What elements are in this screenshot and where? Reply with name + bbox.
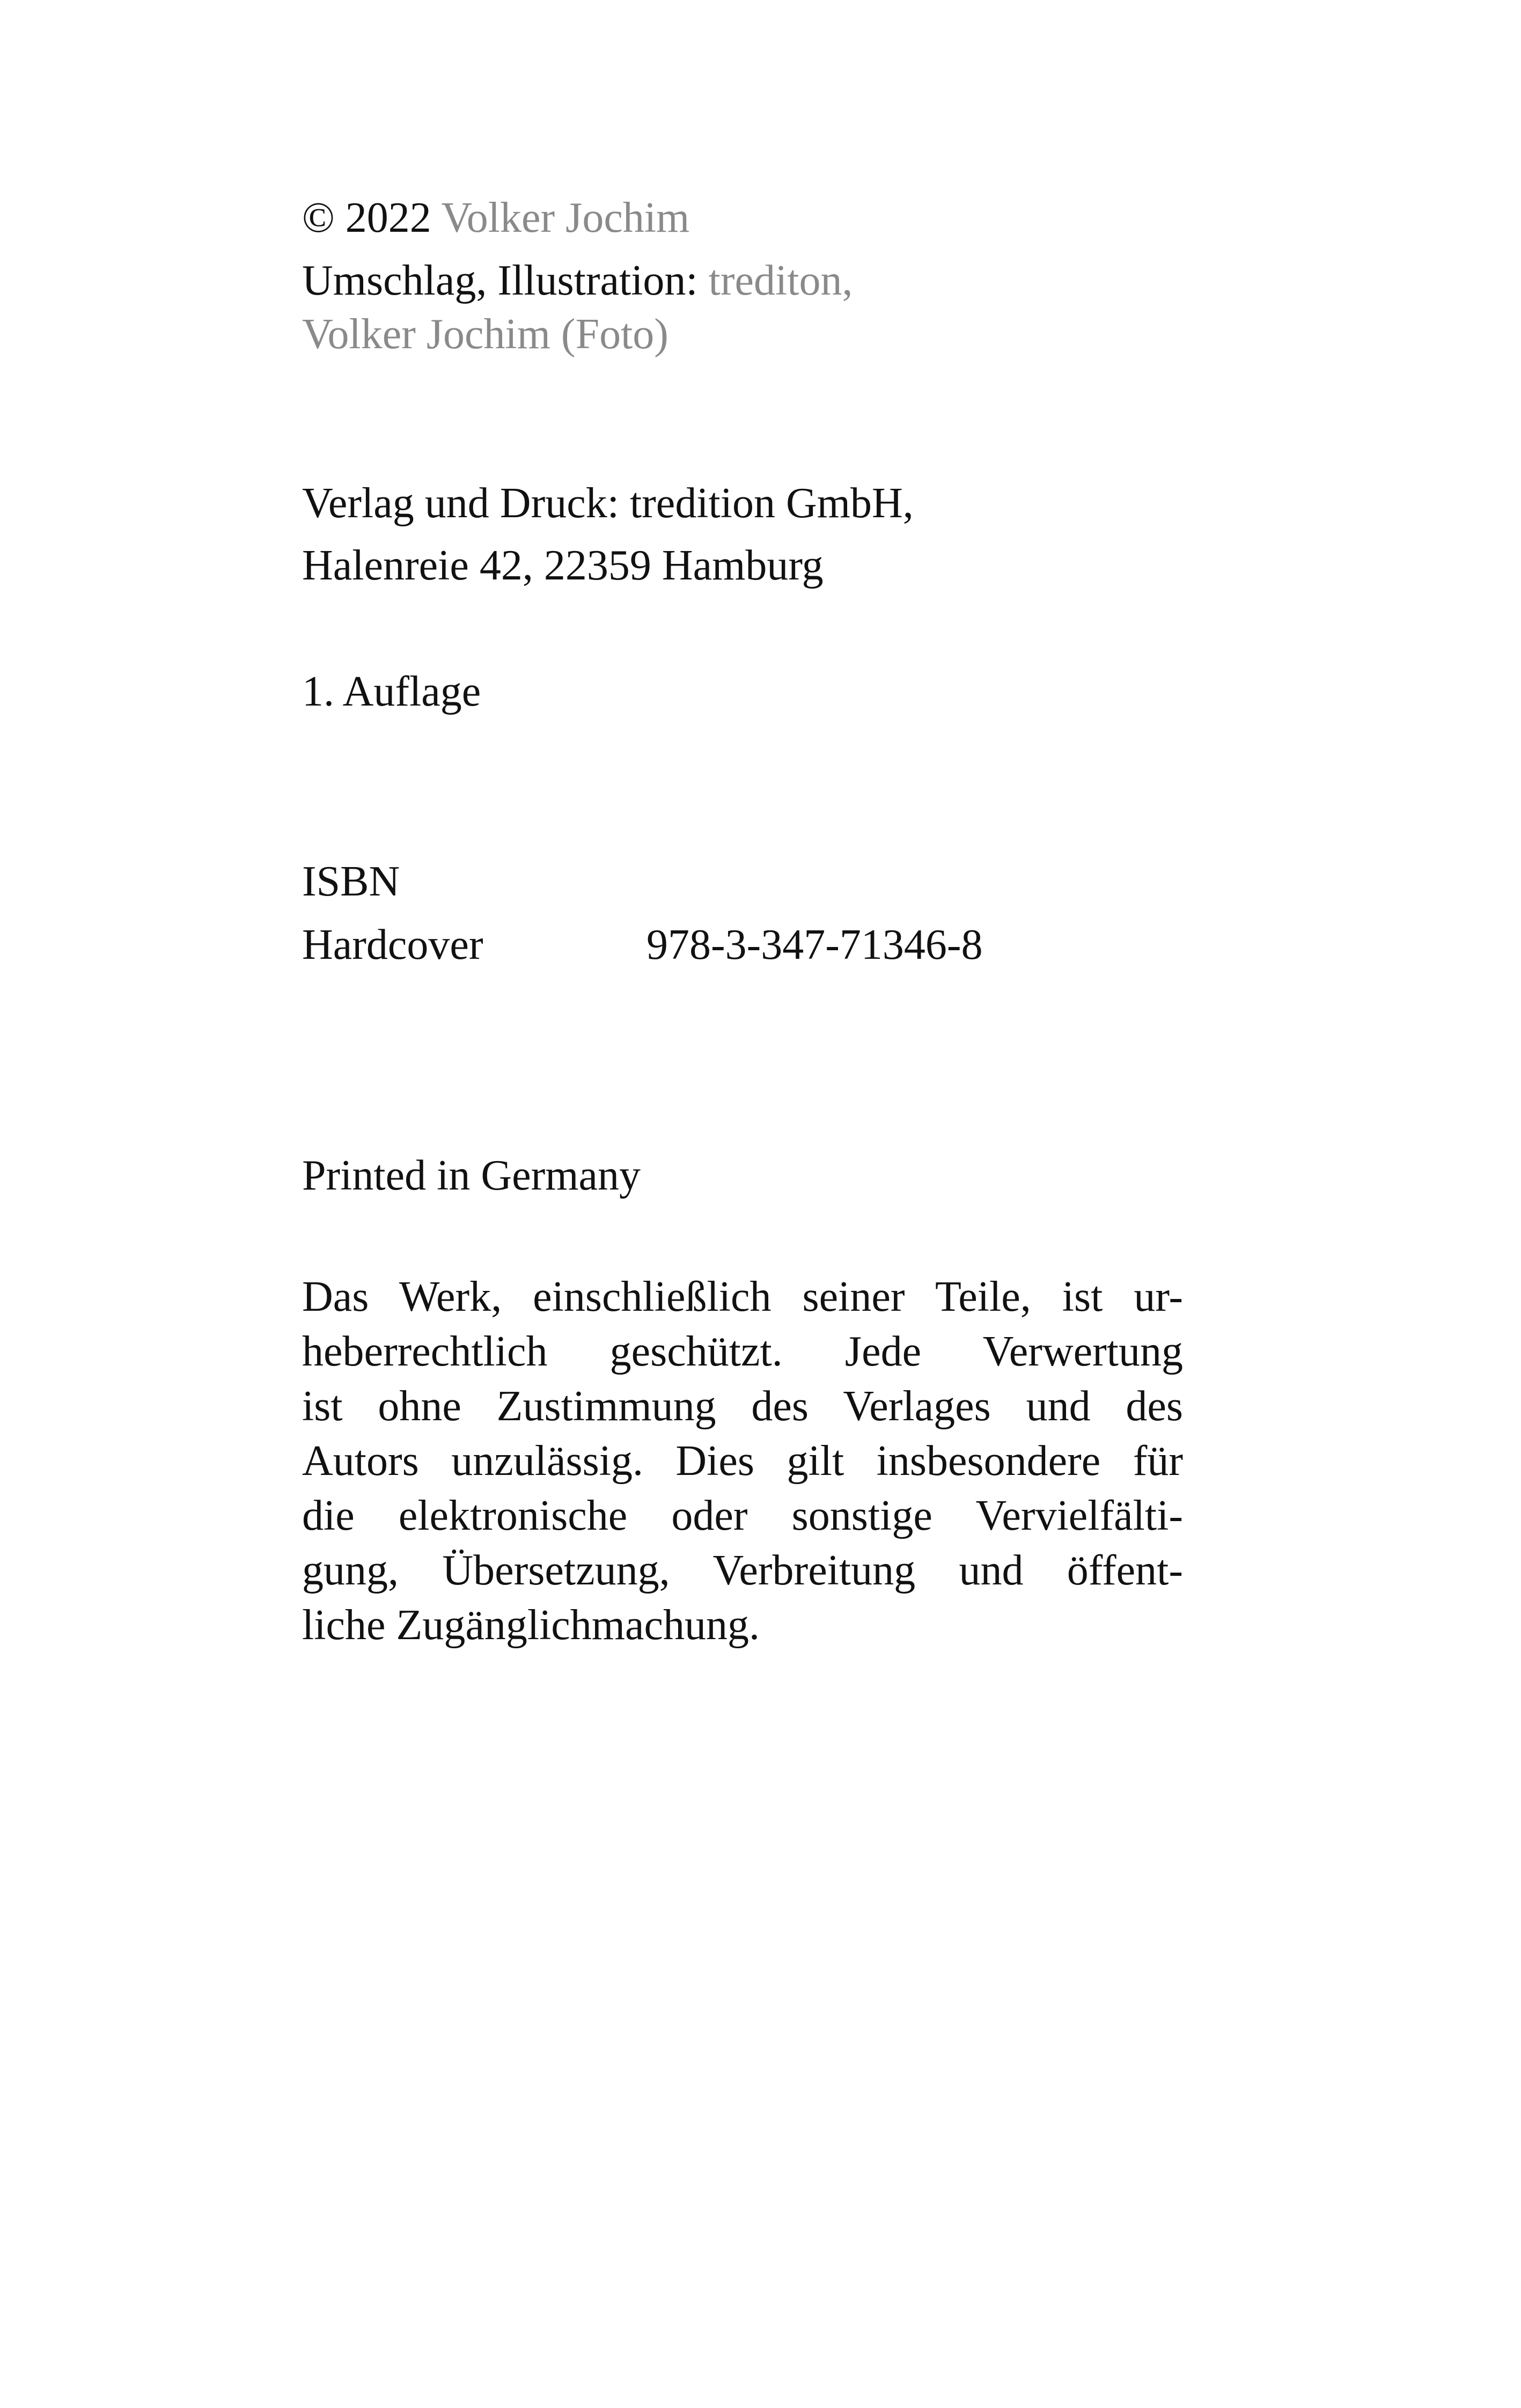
notice-line: die elektronische oder sonstige Vervielfälti-: [302, 1492, 1183, 1539]
notice-line: gung, Übersetzung, Verbreitung und öffent-: [302, 1547, 1183, 1594]
edition: 1. Auflage: [302, 668, 481, 715]
copyright-year: © 2022: [302, 194, 431, 241]
cover-credit-name-2: Volker Jochim (Foto): [302, 311, 668, 358]
isbn-number: 978-3-347-71346-8: [646, 921, 983, 968]
copyright-line: [302, 191, 689, 245]
cover-credit-name-1: trediton,: [708, 257, 853, 304]
publisher-line-1: Verlag und Druck: tredition GmbH,: [302, 480, 914, 527]
printed-in: Printed in Germany: [302, 1152, 641, 1199]
cover-credit-label: Umschlag, Illustration:: [302, 257, 698, 304]
cover-credit-line: [302, 254, 853, 307]
isbn-label: ISBN: [302, 858, 400, 905]
publisher-address: Halenreie 42, 22359 Hamburg: [302, 542, 824, 589]
notice-line: Autors unzulässig. Dies gilt insbesondere für: [302, 1437, 1183, 1485]
isbn-format: Hardcover: [302, 921, 483, 968]
copyright-author: Volker Jochim: [441, 194, 690, 241]
notice-line: Das Werk, einschließlich seiner Teile, ist ur-: [302, 1273, 1183, 1320]
notice-line: heberrechtlich geschützt. Jede Verwertung: [302, 1328, 1183, 1375]
notice-line: liche Zugänglichmachung.: [302, 1602, 760, 1649]
notice-line: ist ohne Zustimmung des Verlages und des: [302, 1383, 1183, 1430]
copyright-notice: [302, 1269, 1183, 1653]
